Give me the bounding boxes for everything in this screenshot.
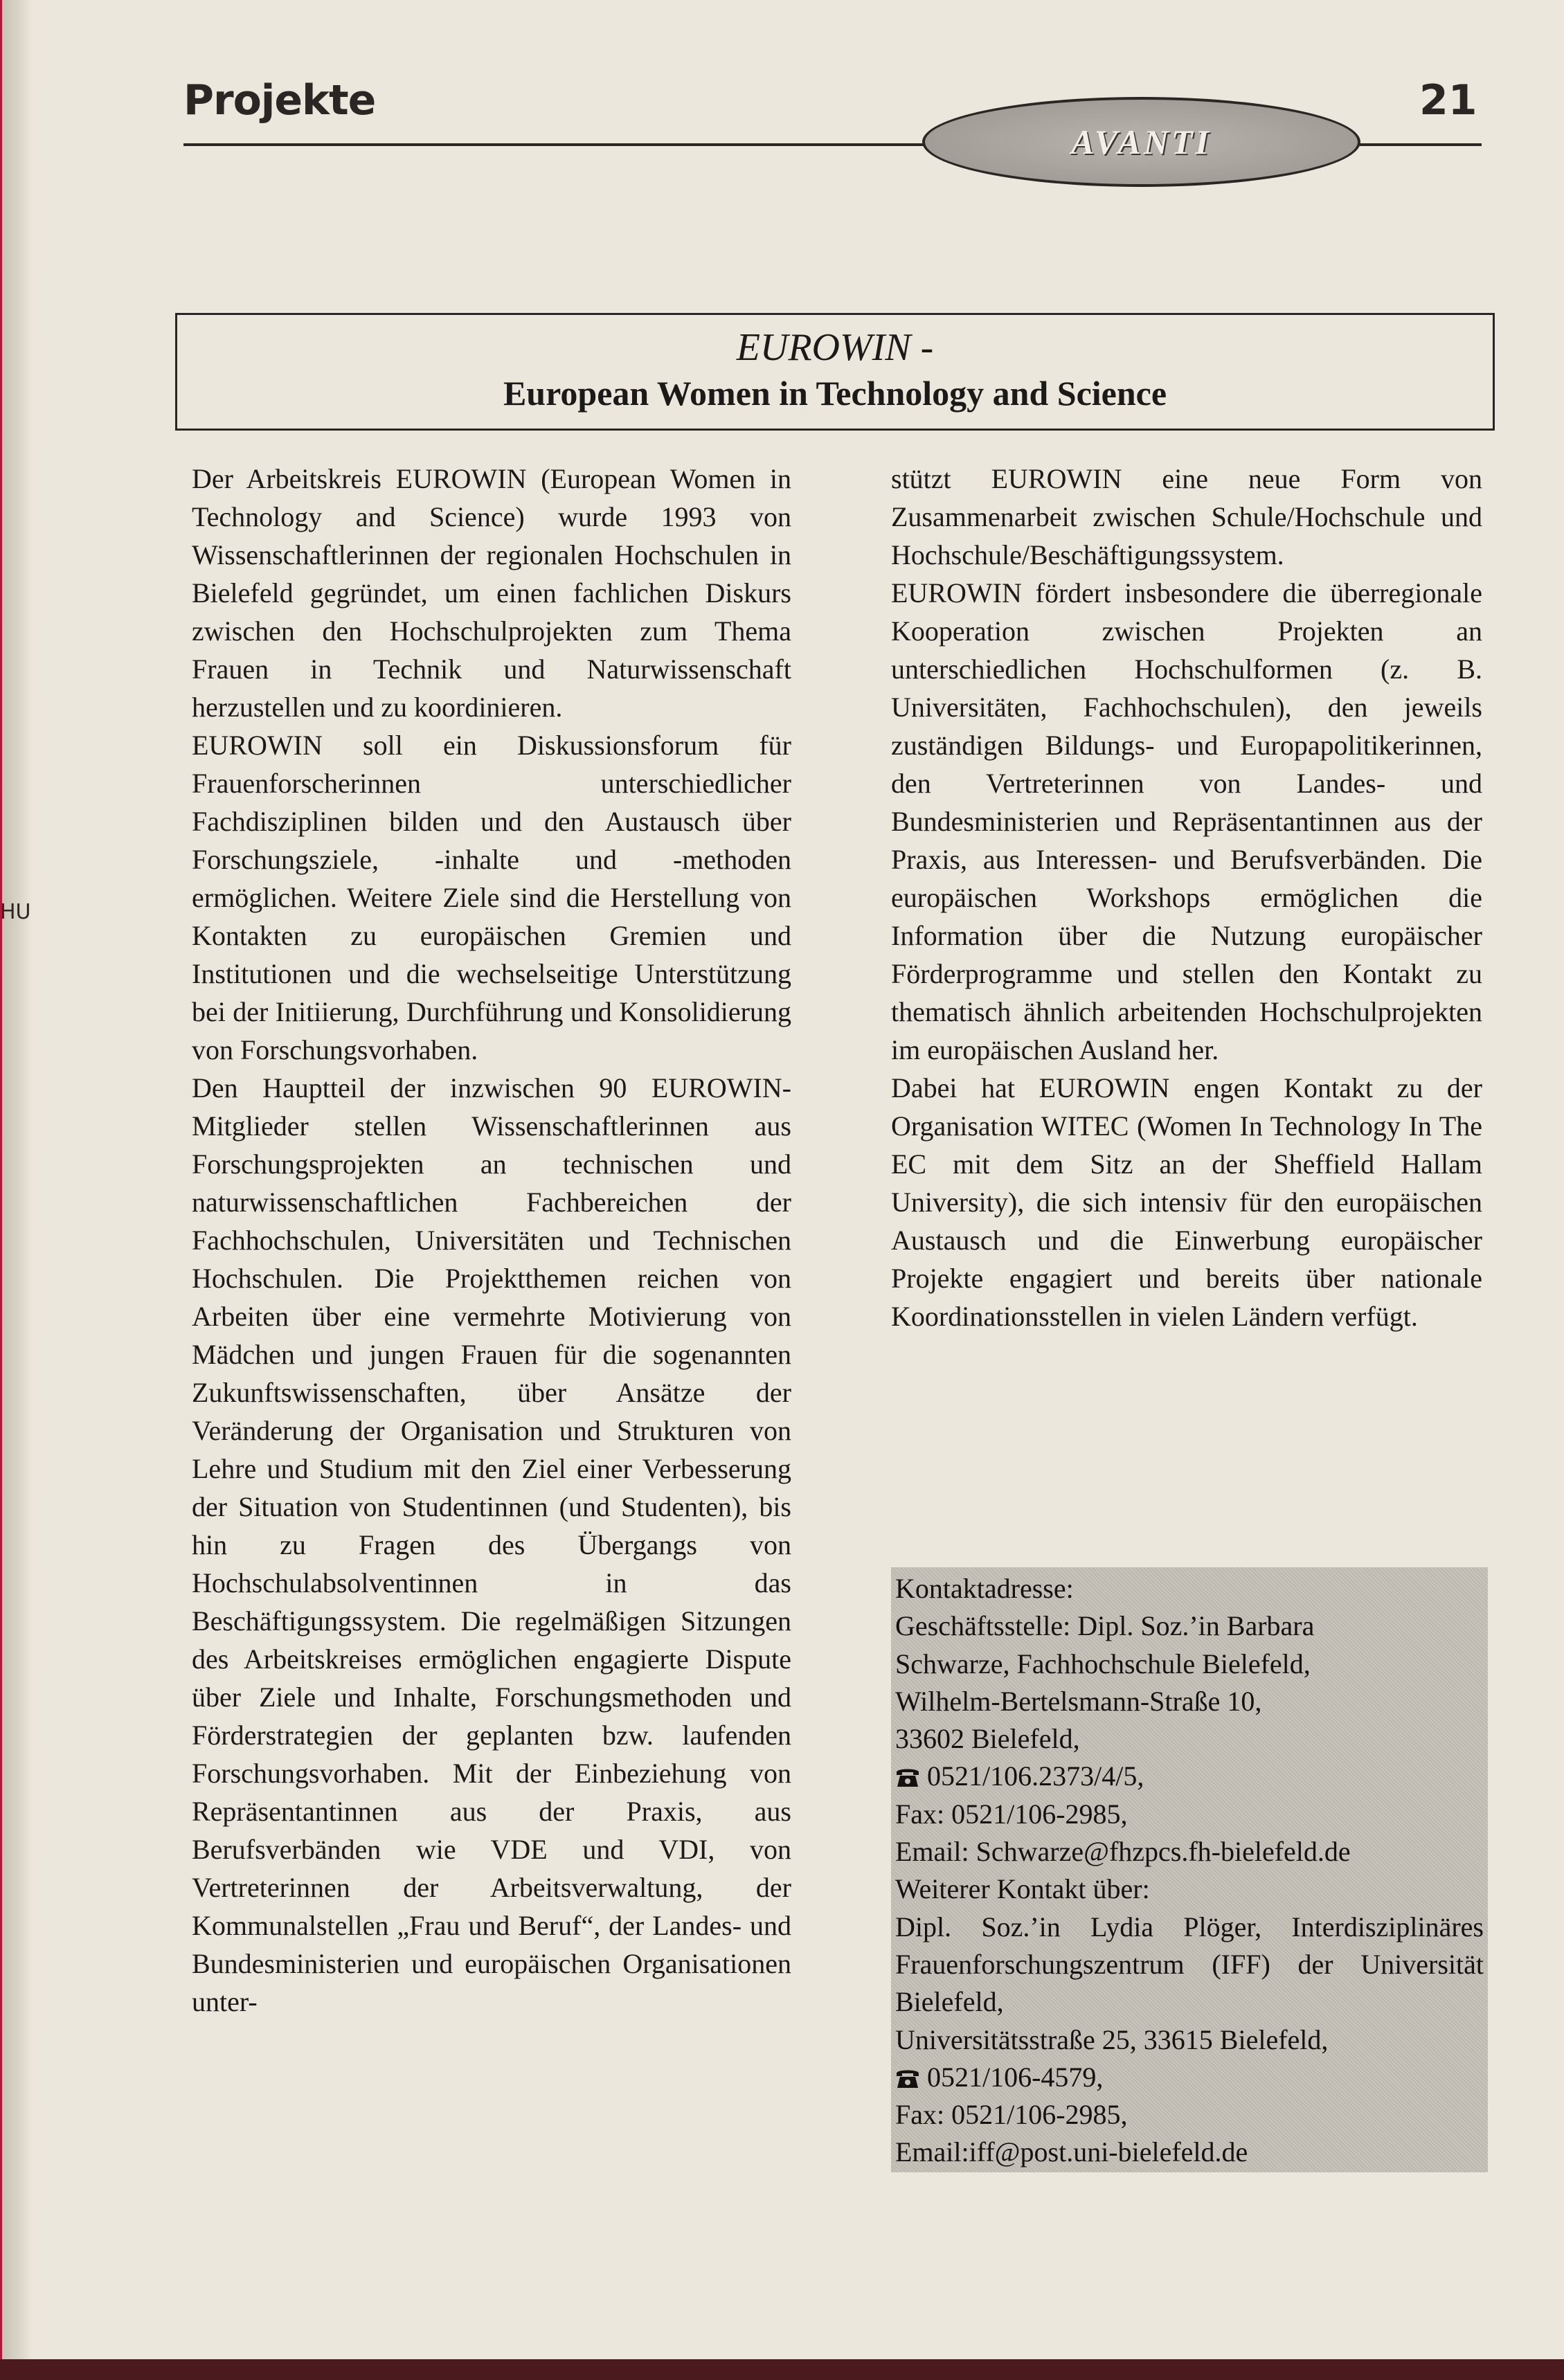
contact-fax2: Fax: 0521/106-2985, <box>895 2099 1128 2131</box>
contact-city: 33602 Bielefeld, <box>895 1723 1080 1755</box>
avanti-logo <box>922 97 1360 187</box>
paragraph: Der Arbeitskreis EUROWIN (European Women in Technology and Science) wurde 1993 von Wissenschaftlerinnen der regionalen Hochschulen in Bielefeld gegründet, um einen fachlichen Diskurs zwischen den Hochschulprojekten zum Thema Frauen in Technik und Naturwissenschaft herzustellen und zu koordinieren. <box>192 463 791 723</box>
contact-office: Geschäftsstelle: Dipl. Soz.’in Barbara <box>895 1610 1315 1642</box>
page-number: 21 <box>1419 76 1477 125</box>
phone-icon <box>895 1766 920 1788</box>
contact-more: Weiterer Kontakt über: <box>895 1873 1150 1905</box>
avanti-logo-text: AVANTI <box>1071 123 1212 161</box>
phone-icon <box>895 2067 920 2089</box>
contact-phone-row <box>895 1758 1484 1795</box>
margin-mark: HU <box>0 900 31 924</box>
paragraph: EUROWIN soll ein Diskussionsforum für Frauenforscherinnen unterschiedlicher Fachdisziplinen bilden und den Austausch über Forschungsziele, -inhalte und -methoden ermöglichen. Weitere Ziele sind die Herstellung von Kontakten zu europäischen Gremien und Institutionen und die wechselseitige Unterstützung bei der Initiierung, Durchführung und Konsolidierung von Forschungsvorhaben. <box>192 730 791 1065</box>
contact-person2: Dipl. Soz.’in Lydia Plöger, Interdisziplinäres Frauenforschungszentrum (IFF) der Universität Bielefeld, <box>895 1911 1484 2018</box>
article-subtitle: European Women in Technology and Science <box>503 374 1167 413</box>
contact-street: Wilhelm-Bertelsmann-Straße 10, <box>895 1685 1262 1717</box>
contact-email2: Email:iff@post.uni-bielefeld.de <box>895 2136 1248 2168</box>
contact-phone2: 0521/106-4579, <box>927 2061 1104 2093</box>
contact-phone: 0521/106.2373/4/5, <box>927 1760 1144 1792</box>
paragraph: Dabei hat EUROWIN engen Kontakt zu der Organisation WITEC (Women In Technology In The EC mit dem Sitz an der Sheffield Hallam University), die sich intensiv für den europäischen Austausch und die Einwerbung europäischer Projekte engagiert und bereits über nationale Koordinationsstellen in vielen Ländern verfügt. <box>891 1072 1482 1332</box>
section-title: Projekte <box>183 76 376 125</box>
paragraph: Den Hauptteil der inzwischen 90 EUROWIN-Mitglieder stellen Wissenschaftlerinnen aus Forschungsprojekten an technischen und naturwissenschaftlichen Fachbereichen der Fachhochschulen, Universitäten und Technischen Hochschulen. Die Projektthemen reichen von Arbeiten über eine vermehrte Motivierung von Mädchen und jungen Frauen für die sogenannten Zukunftswissenschaften, über Ansätze der Veränderung der Organisation und Strukturen von Lehre und Studium mit den Ziel einer Verbesserung der Situation von Studentinnen (und Studenten), bis hin zu Fragen des Übergangs von Hochschulabsolventinnen in das Beschäftigungssystem. Die regelmäßigen Sitzungen des Arbeitskreises ermöglichen engagierte Dispute über Ziele und Inhalte, Forschungsmethoden und Förderstrategien der geplanten bzw. laufenden Forschungsvorhaben. Mit der Einbeziehung von Repräsentantinnen aus der Praxis, aus Berufsverbänden wie VDE und VDI, von Vertreterinnen der Arbeitsverwaltung, der Kommunalstellen „Frau und Beruf“, der Landes- und Bundesministerien und europäischen Organisationen unter- <box>192 1072 791 2017</box>
contact-office-cont: Schwarze, Fachhochschule Bielefeld, <box>895 1648 1311 1679</box>
contact-heading: Kontaktadresse: <box>895 1573 1074 1604</box>
body-column-right <box>891 460 1482 1335</box>
article-title-box <box>175 313 1495 431</box>
body-column-left <box>192 460 791 2021</box>
paragraph: stützt EUROWIN eine neue Form von Zusammenarbeit zwischen Schule/Hochschule und Hochschule/Beschäftigungssystem. <box>891 463 1482 570</box>
contact-box <box>891 1567 1488 2172</box>
contact-fax: Fax: 0521/106-2985, <box>895 1798 1128 1830</box>
contact-street2: Universitätsstraße 25, 33615 Bielefeld, <box>895 2023 1329 2055</box>
contact-email: Email: Schwarze@fhzpcs.fh-bielefeld.de <box>895 1836 1351 1868</box>
contact-phone2-row <box>895 2059 1484 2096</box>
paragraph: EUROWIN fördert insbesondere die überregionale Kooperation zwischen Projekten an unterschiedlichen Hochschulformen (z. B. Universitäten, Fachhochschulen), den jeweils zuständigen Bildungs- und Europapolitikerinnen, den Vertreterinnen von Landes- und Bundesministerien und Repräsentantinnen aus der Praxis, aus Interessen- und Berufsverbänden. Die europäischen Workshops ermöglichen die Information über die Nutzung europäischer Förderprogramme und stellen den Kontakt zu thematisch ähnlich arbeitenden Hochschulprojekten im europäischen Ausland her. <box>891 577 1482 1065</box>
article-title: EUROWIN - <box>736 326 934 369</box>
book-spine-edge <box>0 0 33 2359</box>
